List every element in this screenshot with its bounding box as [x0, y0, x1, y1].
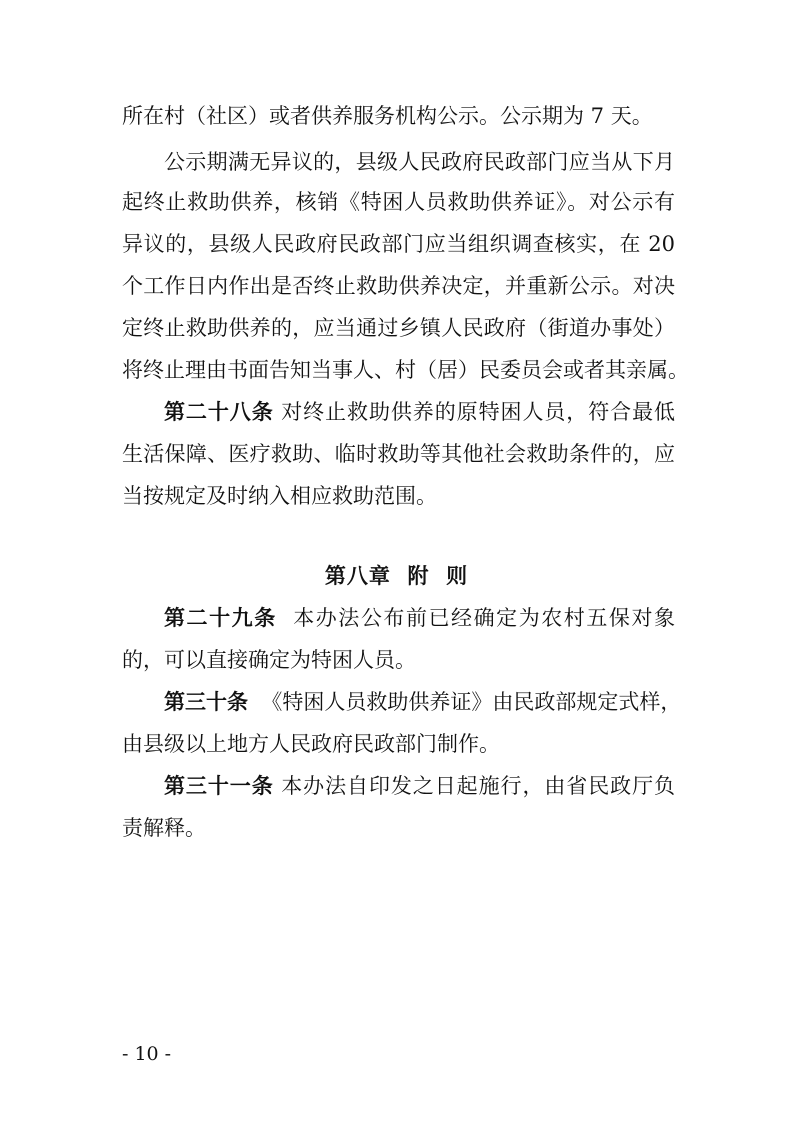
paragraph-line: 公示期满无异议的，县级人民政府民政部门应当从下月: [164, 150, 675, 174]
paragraph-line: 由县级以上地方人民政府民政部门制作。: [122, 732, 500, 756]
article-31-first-line: [164, 772, 675, 800]
article-28-label: 第二十八条: [164, 399, 274, 424]
paragraph-line: 异议的，县级人民政府民政部门应当组织调查核实，在 20: [122, 232, 675, 256]
paragraph-line: 责解释。: [122, 816, 206, 840]
paragraph-line: 的，可以直接确定为特困人员。: [122, 648, 416, 672]
paragraph-line: 起终止救助供养，核销《特困人员救助供养证》。对公示有: [122, 190, 675, 214]
article-29-first-line: [164, 604, 675, 632]
article-30-first-line: [164, 688, 682, 716]
article-30-text: 《特困人员救助供养证》由民政部规定式样，: [261, 690, 682, 714]
article-31-label: 第三十一条: [164, 773, 274, 798]
article-28-first-line: [164, 398, 675, 426]
paragraph-line: 生活保障、医疗救助、临时救助等其他社会救助条件的，应: [122, 442, 675, 466]
paragraph-line: 定终止救助供养的，应当通过乡镇人民政府（街道办事处）: [122, 316, 675, 340]
article-28-text: 对终止救助供养的原特困人员，符合最低: [281, 400, 676, 424]
paragraph-line: 个工作日内作出是否终止救助供养决定，并重新公示。对决: [122, 274, 675, 298]
paragraph-line: 将终止理由书面告知当事人、村（居）民委员会或者其亲属。: [122, 358, 689, 382]
article-30-label: 第三十条: [164, 689, 248, 714]
paragraph-line: 当按规定及时纳入相应救助范围。: [122, 484, 437, 508]
paragraph-line: 所在村（社区）或者供养服务机构公示。公示期为 7 天。: [122, 104, 653, 128]
article-29-text: 本办法公布前已经确定为农村五保对象: [293, 606, 675, 630]
chapter-heading: 第八章 附 则: [324, 563, 469, 588]
page-number: - 10 -: [122, 1043, 172, 1065]
article-31-text: 本办法自印发之日起施行，由省民政厅负: [281, 774, 676, 798]
article-29-label: 第二十九条: [164, 605, 277, 630]
